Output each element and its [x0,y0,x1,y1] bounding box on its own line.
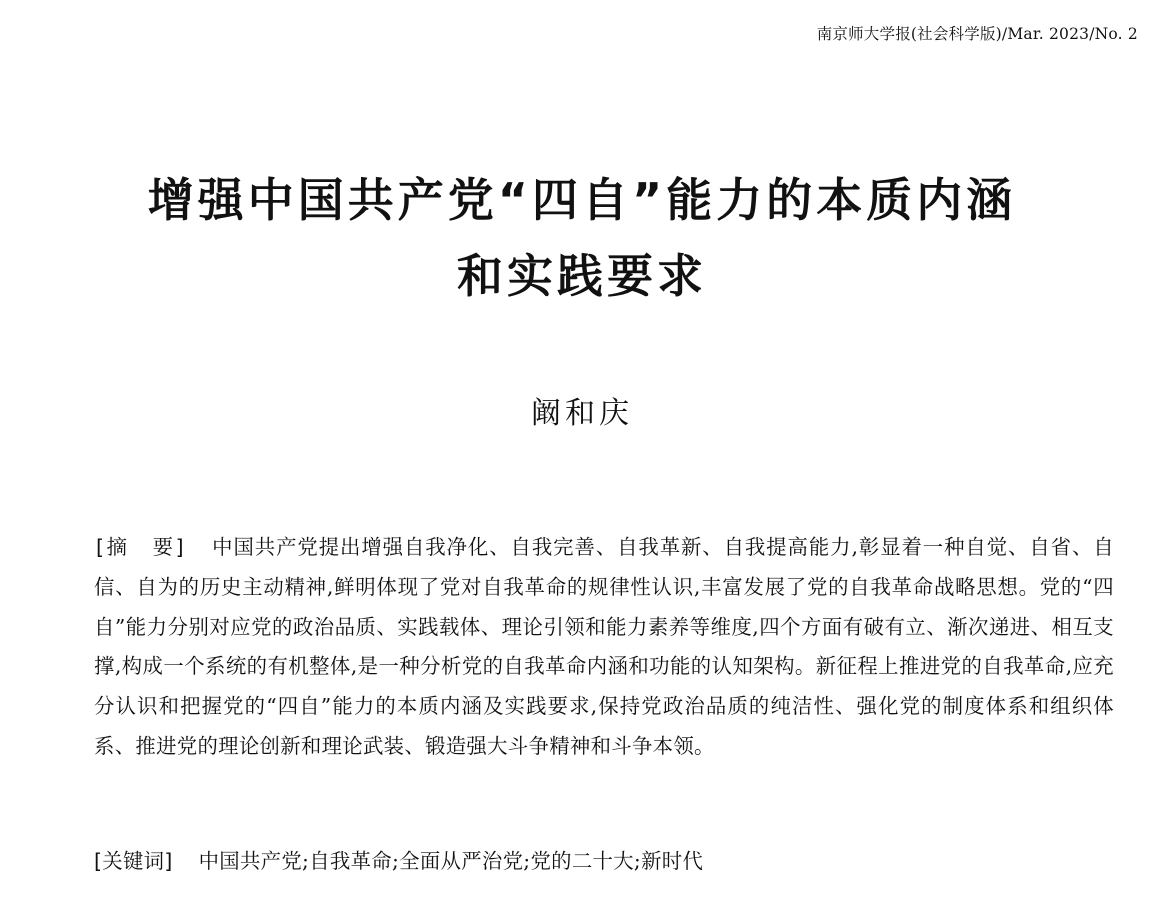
article-title-line-1: 增强中国共产党“四自”能力的本质内涵 [147,173,1017,227]
abstract-text: 中国共产党提出增强自我净化、自我完善、自我革新、自我提高能力,彰显着一种自觉、自省、自信、自为的历史主动精神,鲜明体现了党对自我革命的规律性认识,丰富发展了党的自我革命战略思想。党的“四自”能力分别对应党的政治品质、实践载体、理论引领和能力素养等维度,四个方面有破有立、渐次递进、相互支撑,构成一个系统的有机整体,是一种分析党的自我革命内涵和功能的认知架构。新征程上推进党的自我革命,应充分认识和把握党的“四自”能力的本质内涵及实践要求,保持党政治品质的纯洁性、强化党的制度体系和组织体系、推进党的理论创新和理论武装、锻造强大斗争精神和斗争本领。 [94,535,1114,758]
abstract-label: [摘 要] [96,535,186,559]
abstract-paragraph [94,528,1114,767]
keywords-paragraph [94,845,1114,877]
author-name: 阚和庆 [531,396,633,431]
keywords-text: 中国共产党;自我革命;全面从严治党;党的二十大;新时代 [198,849,704,873]
keywords-label: [关键词] [94,849,173,873]
running-header: 南京师大学报(社会科学版)/Mar. 2023/No. 2 [816,25,1138,43]
article-title-line-2: 和实践要求 [457,249,707,303]
